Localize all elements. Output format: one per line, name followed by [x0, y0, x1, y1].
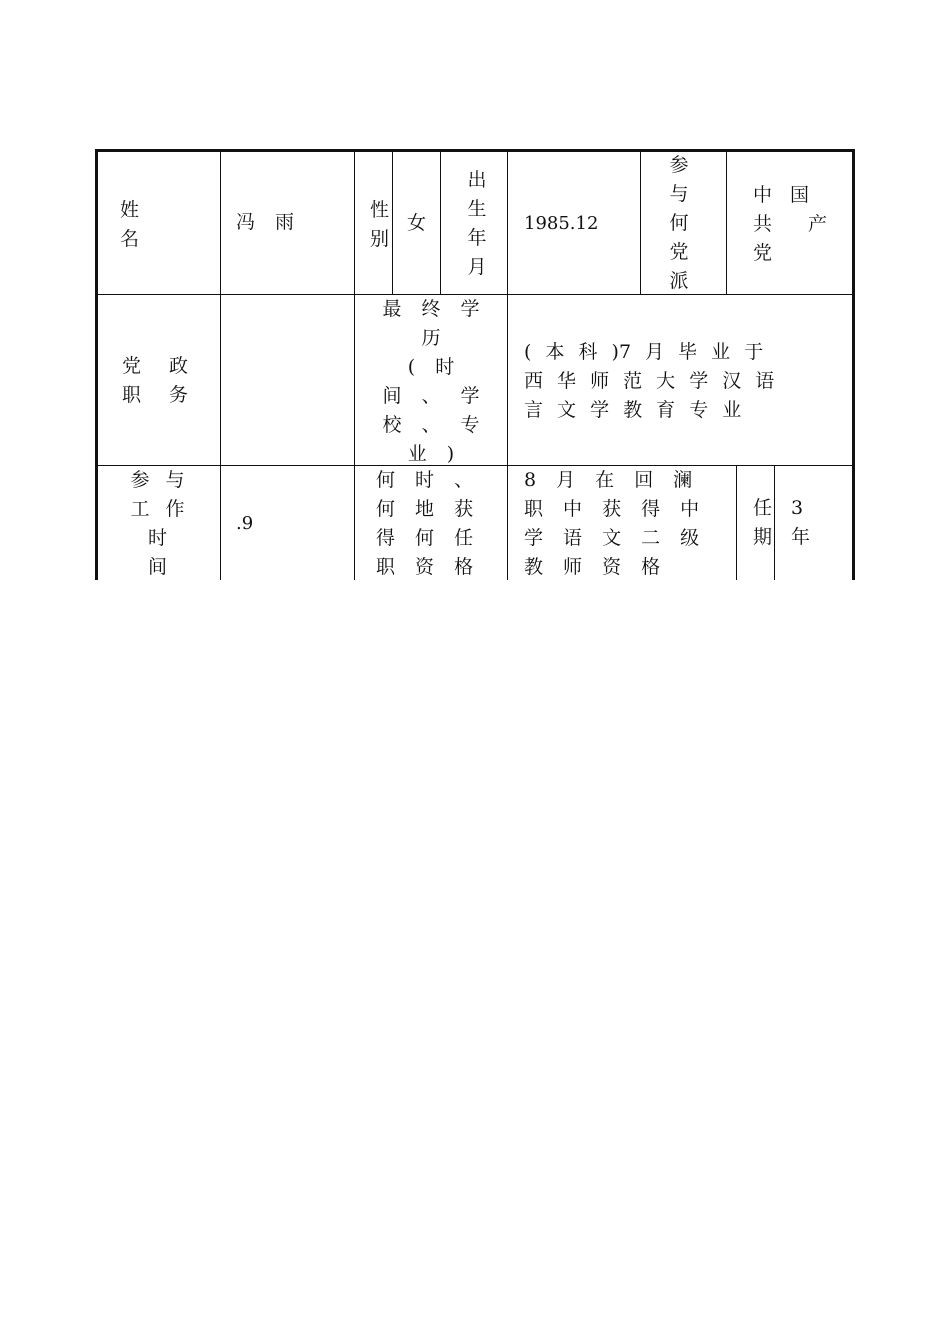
work-label-line: 参 与	[130, 469, 185, 491]
party-value-line: 共 产	[753, 213, 828, 235]
work-label-line: 间	[147, 556, 167, 578]
qual-label-line: 得 何 任	[376, 527, 474, 549]
birth-label	[462, 166, 492, 282]
party-label-line: 参	[669, 154, 689, 176]
gender-label	[370, 196, 392, 254]
birth-label-line: 生	[467, 198, 487, 220]
gender-value: 女	[407, 212, 427, 234]
col-divider	[640, 151, 641, 294]
position-label-line: 党 政	[122, 355, 189, 377]
table-border-right	[852, 149, 855, 580]
col-divider	[736, 465, 737, 580]
col-divider	[726, 151, 727, 294]
term-label	[753, 494, 775, 552]
party-label-line: 党	[669, 241, 689, 263]
party-label	[664, 151, 694, 296]
education-label-line: 历	[421, 327, 441, 349]
education-value	[524, 338, 852, 425]
work-label	[110, 466, 205, 582]
party-value	[753, 181, 848, 268]
qual-value-line: 学 语 文 二 级	[524, 527, 700, 549]
party-label-line: 何	[669, 212, 689, 234]
name-label-line: 姓	[120, 199, 140, 221]
name-label-line: 名	[120, 228, 140, 250]
work-label-line: 工 作	[130, 498, 185, 520]
term-value-line: 3	[791, 497, 804, 519]
qual-value	[524, 466, 734, 582]
party-value-line: 党	[753, 242, 773, 264]
qual-value-line: 教 师 资 格	[524, 556, 661, 578]
name-value: 冯 雨	[236, 211, 295, 233]
birth-label-line: 年	[467, 227, 487, 249]
education-label-line: 最 终 学	[382, 298, 480, 320]
party-label-line: 与	[669, 183, 689, 205]
term-value-line: 年	[791, 526, 811, 548]
gender-label-line: 别	[370, 228, 390, 250]
col-divider	[507, 151, 508, 580]
table-border-left	[95, 149, 98, 580]
col-divider	[392, 151, 393, 294]
qual-label-line: 职 资 格	[376, 556, 474, 578]
table-border-top	[95, 149, 855, 152]
party-value-line: 中 国	[753, 184, 810, 206]
education-label-line: 校 、 专	[382, 414, 480, 436]
birth-label-line: 月	[467, 256, 487, 278]
qual-label-line: 何 地 获	[376, 498, 474, 520]
education-value-line: ( 本 科 )7 月 毕 业 于	[524, 341, 764, 363]
position-label-line: 职 务	[122, 384, 189, 406]
qual-label	[376, 466, 504, 582]
education-value-line: 言 文 学 教 育 专 业	[524, 399, 742, 421]
term-label-line: 任	[753, 497, 773, 519]
term-label-line: 期	[753, 526, 773, 548]
work-label-line: 时	[147, 527, 167, 549]
col-divider	[440, 151, 441, 294]
education-label-line: 业 )	[407, 443, 455, 465]
birth-label-line: 出	[467, 169, 487, 191]
education-label	[362, 295, 500, 469]
name-label	[120, 196, 150, 254]
education-label-line: 间 、 学	[382, 385, 480, 407]
gender-label-line: 性	[370, 199, 390, 221]
education-value-line: 西 华 师 范 大 学 汉 语	[524, 370, 775, 392]
term-value	[791, 494, 831, 552]
qual-value-line: 职 中 获 得 中	[524, 498, 700, 520]
birth-value: 1985.12	[524, 213, 599, 234]
qual-value-line: 8 月 在 回 澜	[524, 469, 693, 491]
qual-label-line: 何 时 、	[376, 469, 474, 491]
position-label	[122, 352, 217, 410]
col-divider	[220, 151, 221, 580]
work-value: .9	[236, 513, 254, 534]
party-label-line: 派	[669, 270, 689, 292]
col-divider	[354, 151, 355, 580]
education-label-line: ( 时	[407, 356, 455, 378]
